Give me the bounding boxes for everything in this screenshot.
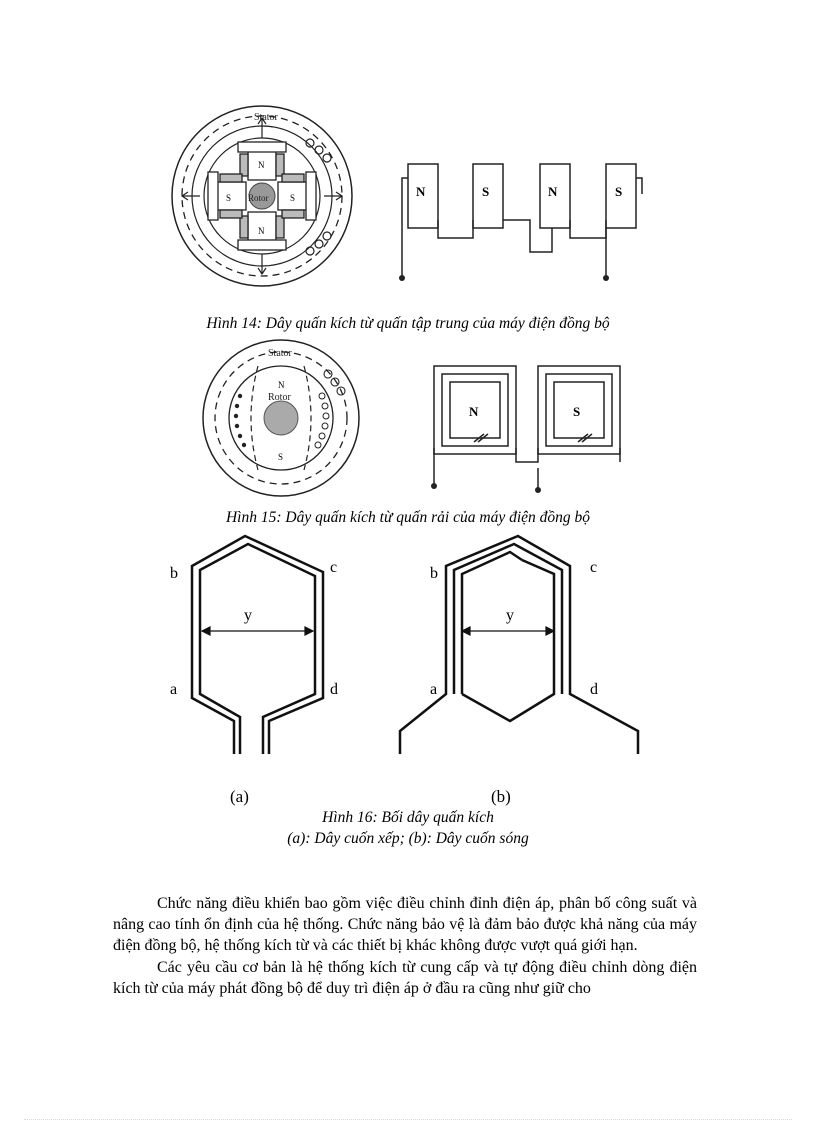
concentrated-winding-schematic	[402, 164, 642, 278]
figure-16-field-coils	[160, 532, 660, 812]
terminal-dots	[399, 275, 609, 281]
pole-label-n-bottom: N	[258, 226, 265, 236]
label-y-b: y	[506, 607, 514, 624]
cylindrical-rotor-machine-diagram	[203, 340, 359, 496]
figure-15-distributed-winding	[196, 338, 636, 503]
figure-16-caption-line-1: Hình 16: Bối dây quấn kích	[322, 809, 494, 826]
lap-coil-diagram	[192, 536, 323, 754]
winding-pole-n: N	[469, 404, 479, 419]
label-a-b: a	[430, 681, 438, 698]
figure-14-concentrated-winding	[170, 98, 650, 308]
winding-pole-2: S	[482, 184, 490, 199]
stator-label: Stator	[254, 112, 278, 123]
paragraph-2: Các yêu cầu cơ bản là hệ thống kích từ cung cấp và tự động điều chỉnh dòng điện kích từ của máy phát đồng bộ để duy trì điện áp ở đầu ra cũng như giữ cho	[113, 958, 697, 997]
label-d-a: d	[330, 681, 338, 698]
pole-label-n-top: N	[258, 160, 265, 170]
label-b-a: b	[170, 565, 178, 582]
paragraph-1: Chức năng điều khiển bao gồm việc điều chỉnh đỉnh điện áp, phân bố công suất và nâng cao tính ổn định của hệ thống. Chức năng bảo vệ là đảm bảo được khả năng của máy điện đồng bộ, hệ thống kích từ và các thiết bị khác không được vượt quá giới hạn.	[113, 895, 697, 955]
label-c-a: c	[330, 559, 338, 576]
winding-pole-s: S	[573, 404, 581, 419]
distributed-winding-schematic	[434, 366, 620, 490]
pole-label-n: N	[278, 380, 285, 390]
label-d-b: d	[590, 681, 598, 698]
winding-pole-1: N	[416, 184, 426, 199]
label-a-a: a	[170, 681, 178, 698]
subfigure-b-label: (b)	[491, 787, 511, 806]
subfigure-a-label: (a)	[230, 787, 249, 806]
label-y-a: y	[244, 607, 252, 624]
body-text	[113, 893, 697, 999]
rotor-label: Rotor	[248, 193, 269, 203]
winding-pole-4: S	[615, 184, 623, 199]
figure-16-caption-line-2: (a): Dây cuốn xếp; (b): Dây cuốn sóng	[287, 830, 529, 847]
stator-label: Stator	[268, 348, 292, 359]
label-c-b: c	[590, 559, 598, 576]
page-bottom-rule	[24, 1119, 792, 1120]
figure-15-caption: Hình 15: Dây quấn kích từ quấn rải của máy điện đồng bộ	[225, 509, 591, 526]
pole-label-s-left: S	[226, 193, 232, 203]
pole-label-s: S	[278, 452, 284, 462]
lap-coil-dimension	[202, 627, 313, 635]
rotor-label: Rotor	[268, 392, 291, 403]
pole-labels-row	[416, 184, 622, 199]
terminal-dots	[431, 483, 541, 493]
label-b-b: b	[430, 565, 438, 582]
pole-label-s-right: S	[290, 193, 296, 203]
winding-pole-3: N	[548, 184, 558, 199]
figure-14-caption: Hình 14: Dây quấn kích từ quấn tập trung của máy điện đồng bộ	[206, 315, 610, 332]
wave-coil-dimension	[462, 627, 554, 635]
